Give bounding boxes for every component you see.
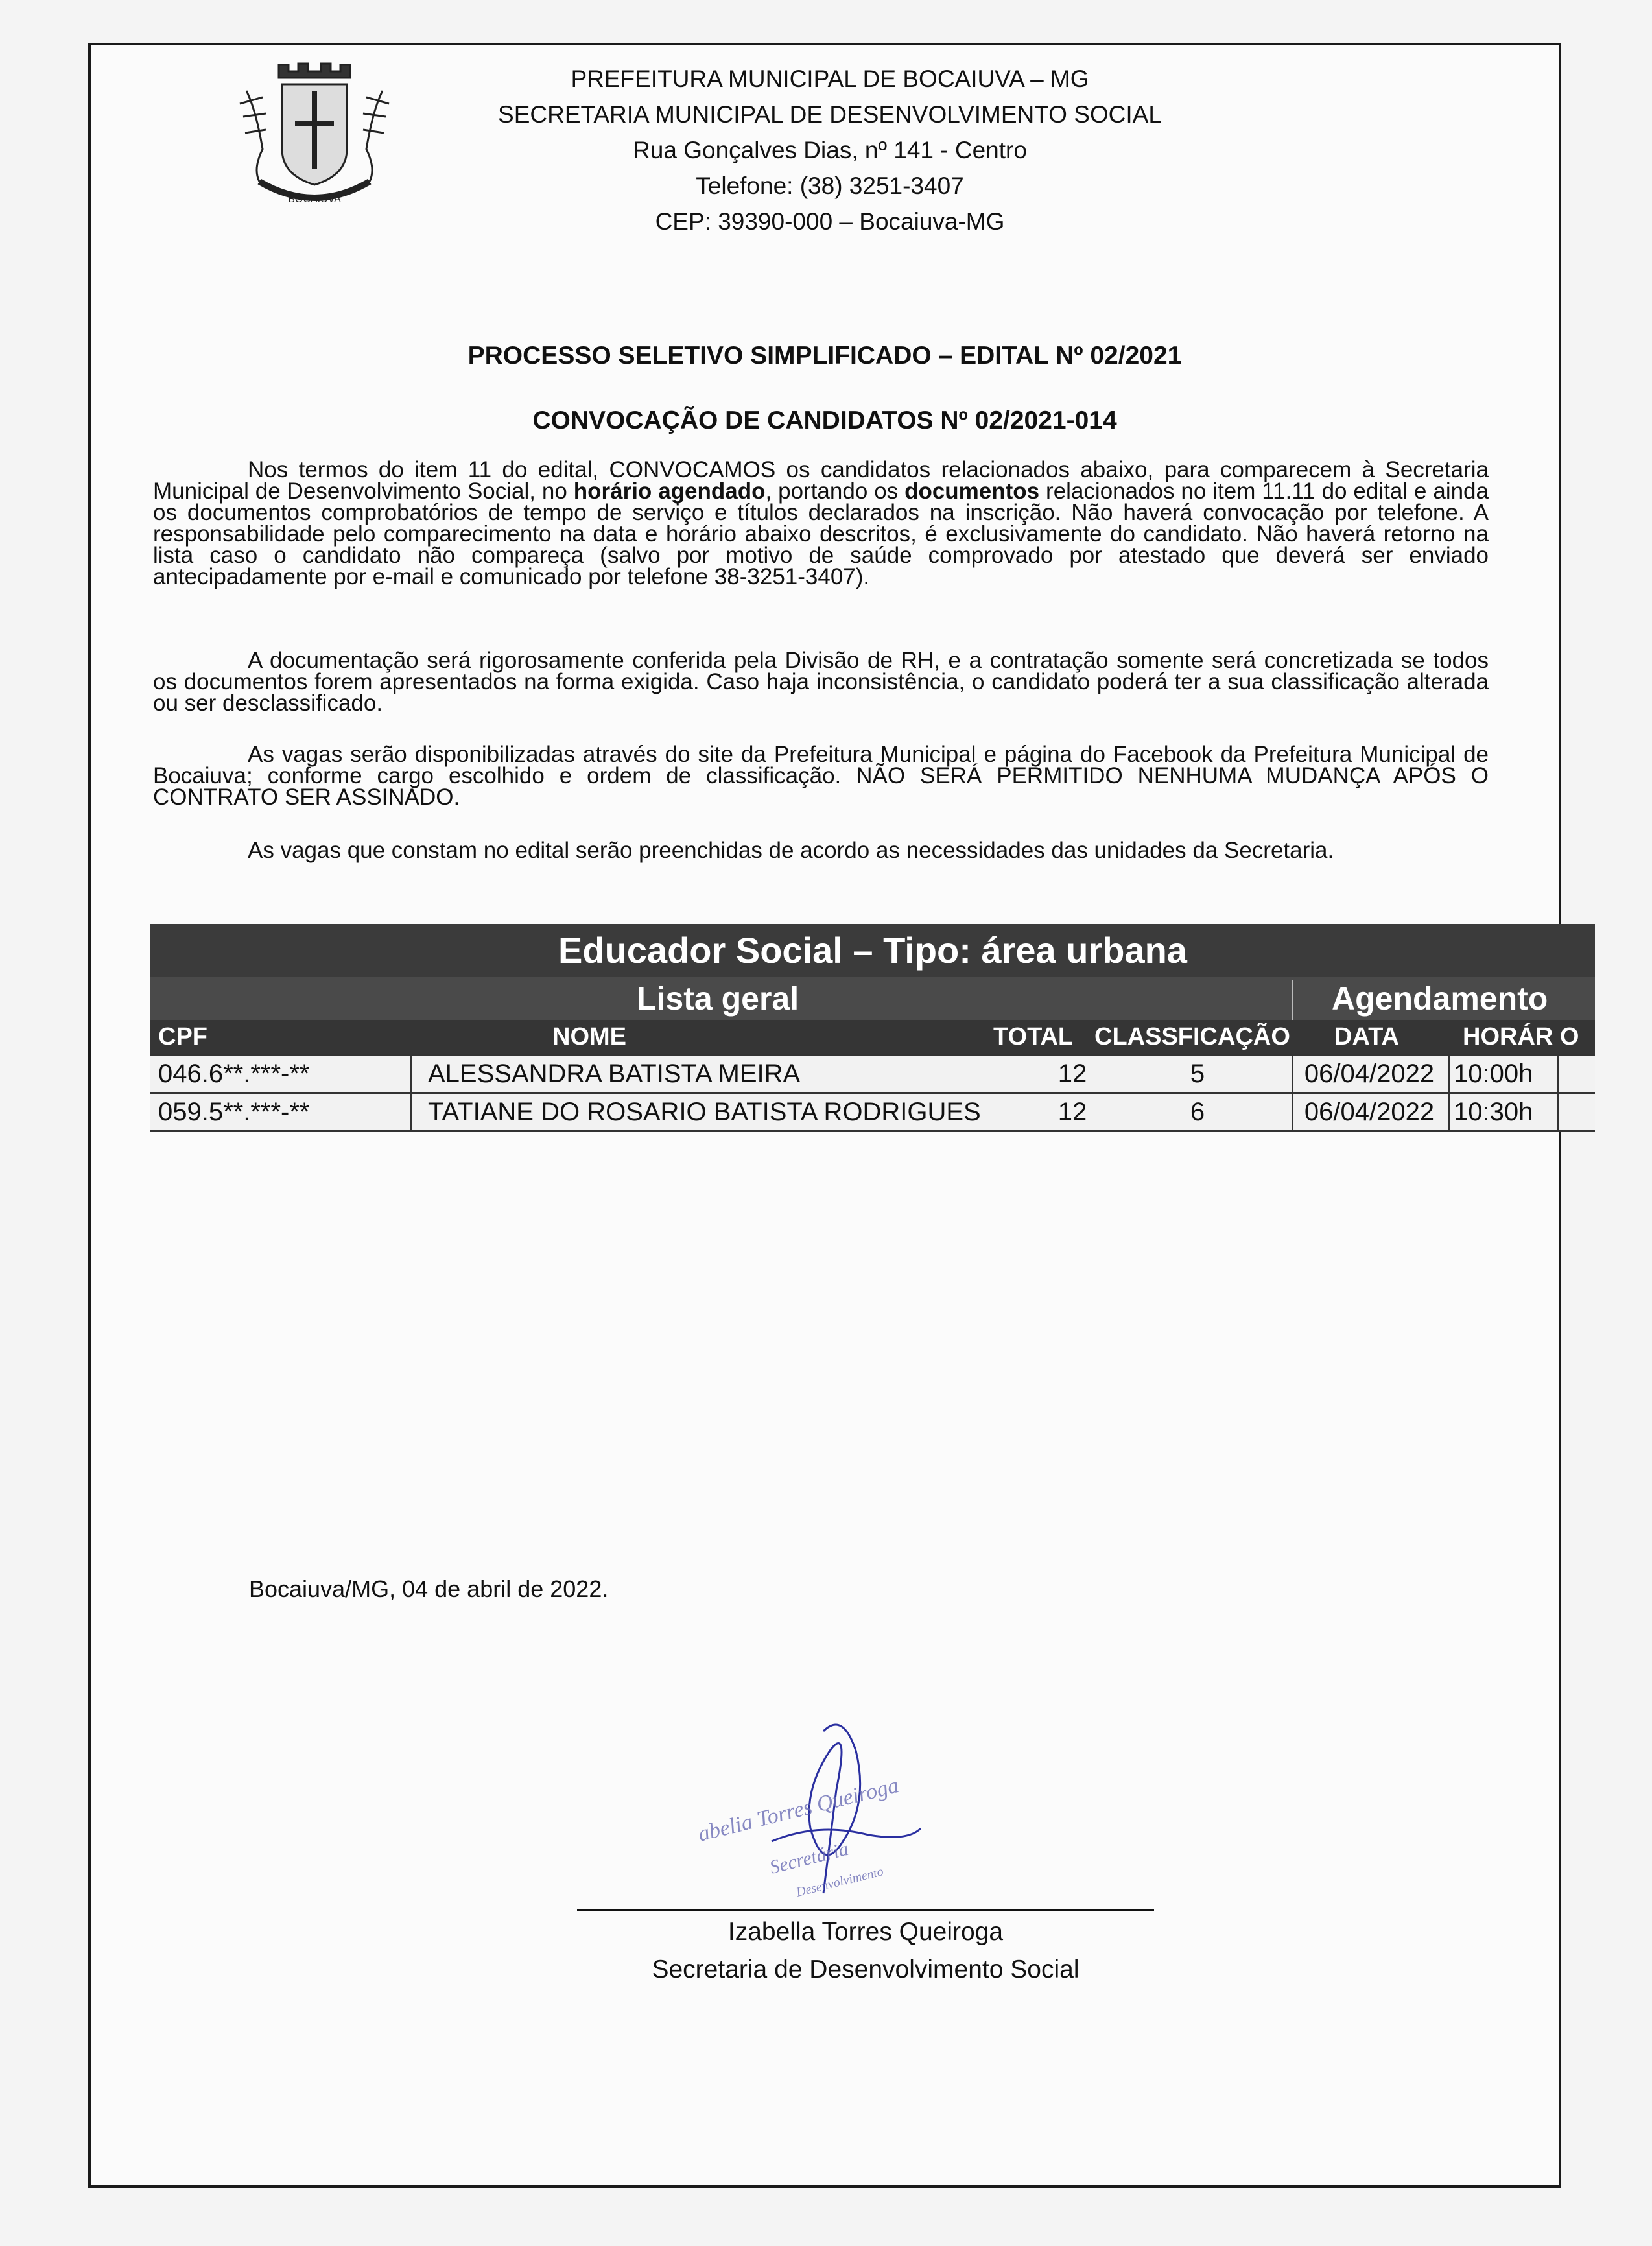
paragraph-2: A documentação será rigorosamente conferida pela Divisão de RH, e a contratação somente será concretizada se todos os documentos forem apresentados na forma exigida. Caso haja inconsistência, o candidato poderá ter a sua classificação alterada ou ser desclassificado. [153, 648, 1489, 716]
col-horario: HORÁR O [1463, 1023, 1579, 1050]
cell-cpf: 046.6**.***-** [158, 1059, 310, 1088]
col-nome: NOME [552, 1023, 626, 1050]
handwritten-signature [674, 1712, 985, 1932]
table-lista-geral: Lista geral [637, 980, 799, 1017]
date-line: Bocaiuva/MG, 04 de abril de 2022. [249, 1576, 609, 1602]
crest-label: BOCAIUVA [288, 194, 341, 205]
svg-text:abelia Torres Queiroga: abelia Torres Queiroga [695, 1773, 901, 1847]
svg-text:Desenvolvimento: Desenvolvimento [794, 1864, 885, 1900]
paragraph-3: As vagas serão disponibilizadas através do site da Prefeitura Municipal e página do Facebook da Prefeitura Municipal de Bocaiuva; conforme cargo escolhido e ordem de classificação. NÃO SERÁ PERMITIDO NENHUMA MUDANÇA APÓS O CONTRATO SER ASSINADO. [153, 742, 1489, 810]
cell-total: 12 [1057, 1098, 1087, 1126]
cell-classificacao: 5 [1190, 1059, 1205, 1088]
letterhead-line-3: Rua Gonçalves Dias, nº 141 - Centro [633, 137, 1027, 163]
table-row [150, 1054, 1595, 1092]
paragraph-1: Nos termos do item 11 do edital, CONVOCAMOS os candidatos relacionados abaixo, para comparecem à Secretaria Municipal de Desenvolvimento Social, no horário agendado, portando os documentos relacionados no item 11.11 do edital e ainda os documentos comprobatórios de tempo de serviço e títulos declarados na inscrição. Não haverá convocação por telefone. A responsabilidade pelo comparecimento na data e horário abaixo descritos, é exclusivamente do candidato. Não haverá retorno na lista caso o candidato não compareça (salvo por motivo de saúde comprovado por atestado que deverá ser enviado antecipadamente por e-mail e comunicado por telefone 38-3251-3407). [153, 457, 1489, 589]
cell-cpf: 059.5**.***-** [158, 1098, 310, 1126]
letterhead [415, 61, 1245, 239]
table-agendamento: Agendamento [1332, 980, 1548, 1017]
table-title: Educador Social – Tipo: área urbana [150, 924, 1595, 977]
cell-classificacao: 6 [1190, 1098, 1205, 1126]
cell-data: 06/04/2022 [1304, 1059, 1435, 1088]
paragraph-4: As vagas que constam no edital serão preenchidas de acordo as necessidades das unidades da Secretaria. [248, 838, 1334, 863]
table-header-row [150, 1020, 1595, 1054]
letterhead-line-1: PREFEITURA MUNICIPAL DE BOCAIUVA – MG [571, 65, 1089, 92]
document-title: PROCESSO SELETIVO SIMPLIFICADO – EDITAL Nº 02/2021 [467, 342, 1182, 370]
cell-nome: ALESSANDRA BATISTA MEIRA [428, 1059, 801, 1088]
signature-line [577, 1909, 1154, 1911]
table-row [150, 1092, 1595, 1132]
cell-nome: TATIANE DO ROSARIO BATISTA RODRIGUES [428, 1098, 981, 1126]
col-total: TOTAL [993, 1023, 1074, 1050]
letterhead-line-5: CEP: 39390-000 – Bocaiuva-MG [655, 208, 1005, 235]
col-cpf: CPF [158, 1023, 207, 1050]
svg-text:Secretária: Secretária [767, 1838, 851, 1878]
municipal-crest-logo [227, 52, 402, 220]
letterhead-line-4: Telefone: (38) 3251-3407 [696, 172, 964, 199]
col-classificacao: CLASSFICAÇÃO [1094, 1023, 1290, 1050]
signer-name: Izabella Torres Queiroga [727, 1918, 1004, 1946]
col-data: DATA [1334, 1023, 1399, 1050]
signer-role: Secretaria de Desenvolvimento Social [652, 1956, 1080, 1983]
cell-horario: 10:30h [1454, 1098, 1533, 1126]
cell-horario: 10:00h [1454, 1059, 1533, 1088]
cell-total: 12 [1057, 1059, 1087, 1088]
candidates-table [150, 924, 1595, 1132]
document-subtitle: CONVOCAÇÃO DE CANDIDATOS Nº 02/2021-014 [532, 407, 1117, 434]
cell-data: 06/04/2022 [1304, 1098, 1435, 1126]
table-subheader [150, 977, 1595, 1020]
letterhead-line-2: SECRETARIA MUNICIPAL DE DESENVOLVIMENTO SOCIAL [498, 101, 1162, 128]
